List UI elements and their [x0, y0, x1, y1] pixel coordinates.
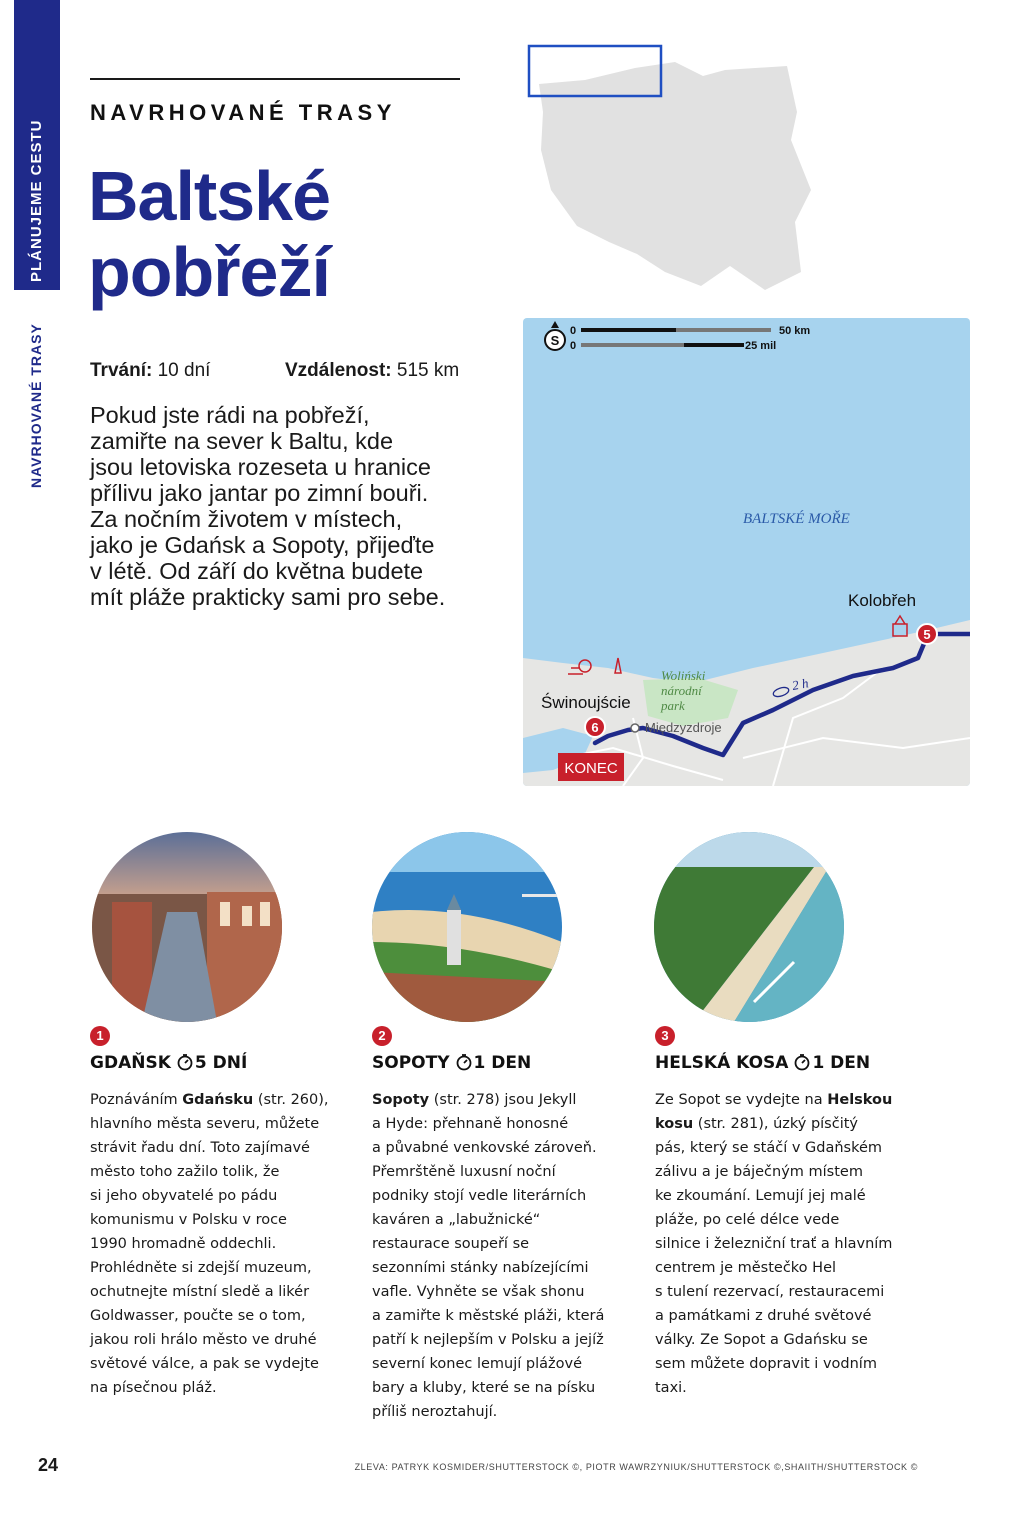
stop-text-line: strávit řadu dní. Toto zajímavé: [90, 1140, 310, 1156]
photo-sopoty: [372, 832, 562, 1022]
section-kicker: NAVRHOVANÉ TRASY: [90, 100, 396, 125]
svg-text:6: 6: [591, 720, 599, 735]
scale-mi-seg2: [684, 343, 744, 347]
scale-km-seg1: [581, 328, 676, 332]
stop-text-line: kaváren a „labužnické“: [372, 1212, 541, 1228]
header-rule: [90, 78, 460, 80]
stop-text-line: sezonními stánky nabízejícími: [372, 1260, 589, 1276]
stop-text-line: Přemrštěně luxusní noční: [372, 1164, 556, 1180]
end-label: KONEC: [564, 760, 618, 777]
stop-number-1: 1: [90, 1026, 110, 1046]
stop-text-line: si jeho obyvatelé po pádu: [90, 1188, 278, 1204]
stop-text-line: války. Ze Sopot a Gdańsku se: [655, 1332, 868, 1348]
stop-text-line: 1990 hromadně oddechli.: [90, 1236, 277, 1252]
city-dot: [631, 724, 639, 732]
scale-mi-zero: 0: [570, 340, 577, 352]
park-label-3: park: [661, 698, 685, 713]
stop-text-line: komunismu v Polsku v roce: [90, 1212, 287, 1228]
city-kolobreh: Kolobřeh: [848, 591, 917, 610]
intro-line: Pokud jste rádi na pobřeží,: [90, 402, 370, 428]
stop-marker-5: [917, 624, 937, 644]
stop-text-line: hlavního města severu, můžete: [90, 1116, 320, 1132]
stop-name: GDAŇSK: [90, 1053, 171, 1073]
scale-km-label: 50 km: [779, 325, 811, 337]
stop-text-line: restaurace soupeří se: [372, 1236, 530, 1252]
stop-text-line: a památkami z druhé světové: [655, 1308, 872, 1324]
scale-km-seg2: [676, 328, 771, 332]
stop-text-line: Ze Sopot se vydejte na Helskou: [655, 1092, 893, 1108]
stop-text-line: sem můžete dopravit i vodním: [655, 1356, 877, 1372]
stop-text-line: bary a kluby, které se na písku: [372, 1380, 596, 1396]
stop-text-line: a Hyde: přehnaně honosné: [372, 1116, 569, 1132]
page-number: 24: [38, 1455, 59, 1475]
stop-text-3: [655, 1088, 930, 1400]
intro-line: přílivu jako jantar po zimní bouři.: [90, 480, 429, 506]
page-title: [88, 158, 330, 310]
park-label-2: národní: [661, 683, 702, 698]
stop-text-line: světové válce, a pak se vydejte: [90, 1356, 319, 1372]
scale-mi-seg1: [581, 343, 684, 347]
stop-duration: 1 DEN: [473, 1053, 532, 1073]
duration: Trvání: 10 dní: [90, 360, 211, 381]
stop-text-line: a půvabné venkovské zároveň.: [372, 1140, 597, 1156]
intro-line: Za nočním životem v místech,: [90, 506, 403, 532]
stop-text-line: Poznáváním Gdańsku (str. 260),: [90, 1092, 329, 1108]
stop-text-line: kosu (str. 281), úzký písčitý: [655, 1116, 859, 1132]
intro-line: mít pláže prakticky sami pro sebe.: [90, 584, 446, 610]
intro-line: zamiřte na sever k Baltu, kde: [90, 428, 394, 454]
stop-text-line: Prohlédněte si zdejší muzeum,: [90, 1260, 312, 1276]
park-label-1: Woliński: [661, 668, 706, 683]
stopwatch-icon: [456, 1053, 472, 1071]
stop-text-line: s tulení rezervací, restauracemi: [655, 1284, 885, 1300]
stopwatch-icon: [794, 1053, 810, 1071]
route-map: [523, 318, 970, 786]
stop-text-line: pláže, po celé délce vede: [655, 1212, 840, 1228]
stop-text-1: [90, 1088, 365, 1400]
stop-text-line: centrem je městečko Hel: [655, 1260, 837, 1276]
stop-number-2: 2: [372, 1026, 392, 1046]
stop-text-line: příliš neroztahují.: [372, 1404, 498, 1420]
trip-stats: [90, 360, 459, 382]
distance: Vzdálenost: 515 km: [284, 360, 460, 381]
stop-text-line: taxi.: [655, 1380, 687, 1396]
intro-line: v létě. Od září do května budete: [90, 558, 424, 584]
stop-text-line: město toho zažilo tolik, že: [90, 1164, 280, 1180]
svg-text:S: S: [550, 333, 560, 348]
stop-heading-3: [655, 1053, 870, 1073]
intro-line: jsou letoviska rozeseta u hranice: [90, 454, 431, 480]
intro-line: jako je Gdańsk a Sopoty, přijeďte: [90, 532, 435, 558]
stop-text-line: Goldwasser, poučte se o tom,: [90, 1308, 306, 1324]
stop-text-line: vafle. Vyhněte se však shonu: [372, 1284, 585, 1300]
stop-name: SOPOTY: [372, 1053, 450, 1073]
scale-km-zero: 0: [570, 325, 577, 337]
stop-text-line: Sopoty (str. 278) jsou Jekyll: [372, 1092, 577, 1108]
stop-text-line: a zamiřte k městské pláži, která: [372, 1308, 605, 1324]
poland-locator-map: [525, 40, 825, 300]
stop-heading-2: [372, 1053, 531, 1073]
stop-name: HELSKÁ KOSA: [655, 1053, 789, 1073]
stop-heading-1: [90, 1053, 247, 1073]
sidebar-section-label: NAVRHOVANÉ TRASY: [28, 323, 44, 488]
sea-label: BALTSKÉ MOŘE: [743, 511, 850, 527]
photo-gdansk: [92, 832, 282, 1022]
stopwatch-icon: [177, 1053, 193, 1071]
city-miedzyzdroje: Międzyzdroje: [645, 720, 722, 735]
intro-paragraph: [90, 402, 510, 610]
stop-number-3: 3: [655, 1026, 675, 1046]
stop-text-line: jakou roli hrálo město ve druhé: [90, 1332, 317, 1348]
stop-text-line: zálivu a je báječným místem: [655, 1164, 863, 1180]
stop-text-line: na písečnou pláž.: [90, 1380, 217, 1396]
svg-text:5: 5: [923, 627, 931, 642]
stop-text-line: silnice i železniční trať a hlavním: [655, 1236, 893, 1252]
photo-credits: ZLEVA: PATRYK KOSMIDER/SHUTTERSTOCK ©, PIOTR WAWRZYNIUK/SHUTTERSTOCK ©,SHAIITH/SHUTTERSTOCK ©: [354, 1462, 918, 1472]
stop-duration: 1 DEN: [812, 1053, 871, 1073]
stop-text-line: ke zkoumání. Lemují jej malé: [655, 1188, 866, 1204]
page-title-line-1: Baltské: [88, 157, 331, 235]
drive-time: 2 h: [790, 675, 810, 693]
stop-text-line: ochutnejte místní sledě a likér: [90, 1284, 310, 1300]
stop-text-2: [372, 1088, 647, 1424]
scale-mi-label: 25 mil: [745, 340, 777, 352]
page-title-line-2: pobřeží: [88, 233, 330, 311]
city-swinoujscie: Świnoujście: [541, 693, 631, 712]
stop-duration: 5 DNÍ: [194, 1053, 248, 1073]
stop-text-line: patří k nejlepším v Polsku a jejíž: [372, 1332, 604, 1348]
stop-marker-6: [585, 717, 605, 737]
photo-hel-peninsula: [654, 832, 844, 1022]
sidebar-tab-label: PLÁNUJEME CESTU: [28, 119, 45, 282]
stop-text-line: pás, který se stáčí v Gdaňském: [655, 1140, 883, 1156]
stop-text-line: severní konec lemují plážové: [372, 1356, 582, 1372]
stop-text-line: podniky stojí vedle literárních: [372, 1188, 587, 1204]
